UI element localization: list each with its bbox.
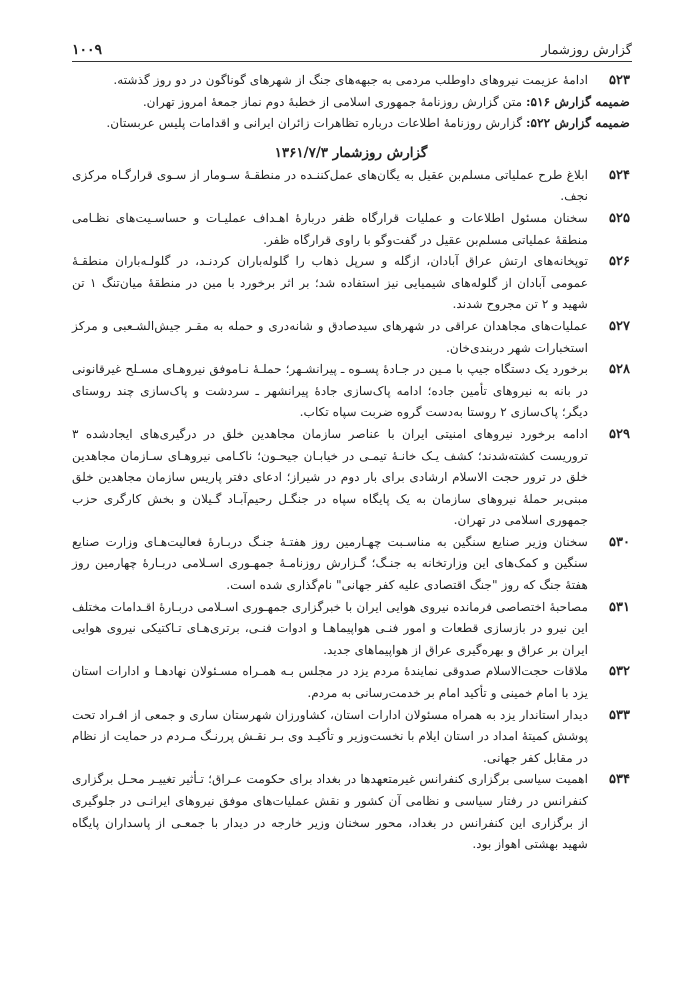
report-item [72,705,630,770]
item-number: ۵۳۴ [609,772,630,788]
item-text: سخنان مسئول اطلاعات و عملیات قرارگاه ظفر دربارهٔ اهـداف عملیـات و حساسـیت‌های نظـامی منطقهٔ عملیاتی مسلم‌بن عقیل در گفت‌وگو با راوی قرارگاه ظفر. [72,210,588,247]
report-item [72,661,630,704]
report-item [72,769,630,855]
section-title: گزارش روزشمار ۱۳۶۱/۷/۳ [274,144,428,161]
item-number: ۵۲۵ [609,210,630,226]
appendix-label: ضمیمه گزارش ۵۱۶: [526,94,630,109]
appendix-text: گزارش روزنامهٔ اطلاعات درباره تظاهرات زائران ایرانی و اقدامات پلیس عربستان. [106,116,527,131]
report-item [72,597,630,662]
page-number: ۱۰۰۹ [72,42,103,58]
item-number: ۵۲۶ [609,254,630,270]
page-content [72,70,630,856]
item-text: توپخانه‌های ارتش عراق آبادان، ازگله و سرپل ذهاب را گلوله‌باران کردنـد، در گلولـه‌باران منطقـهٔ عمومی آبادان از گلوله‌های شیمیایی نیز استفاده شد؛ بر اثر برخورد با مین در منطقهٔ میان‌تنگ ۱ تن شهید و ۲ تن مجروح شدند. [72,254,588,312]
report-item [72,70,630,92]
item-text: دیدار استاندار یزد به همراه مسئولان ادارات استان، کشاورزان شهرستان ساری و جمعی از افـراد تحت پوشش کمیتهٔ امداد در استان ایلام با نخست‌وزیر و تأکیـد وی بـر نقـش پررنـگ مـردم در حمایت از نظام در مقابل کفر جهانی. [72,707,588,765]
appendix-note [72,92,630,114]
item-number: ۵۳۱ [609,599,630,615]
item-text: ادامه برخورد نیروهای امنیتی ایران با عناصر سازمان مجاهدین خلق در درگیری‌های ایجادشده ۳ تروریست کشته‌شدند؛ کشف یـک خانـهٔ تیمـی در خیابـان جیحـون؛ ناکـامی نیروهـای سـازمان مجاهدین خلق در ترور حجت الاسلام ارشادی برای بار دوم در شیراز؛ ادعای دفتر پاریس سازمان مجاهدین خلق مبنی‌بر حملهٔ نیروهای سازمان به یک پایگاه سپاه در جنگـل رحیم‌آبـاد گـیلان و بخش کارگری حزب جمهوری اسلامی در تهران. [72,426,588,528]
appendix-label: ضمیمه گزارش ۵۲۲: [526,116,630,131]
item-number: ۵۲۴ [609,167,630,183]
item-text: ابلاغ طرح عملیاتی مسلم‌بن عقیل به یگان‌های عمل‌کننـده در منطقـهٔ سـومار از سـوی قرارگـاه مرکزی نجف. [72,167,588,204]
item-text: اهمیت سیاسی برگزاری کنفرانس غیرمتعهدها در بغداد برای حکومت عـراق؛ تـأثیر تغییـر محـل برگزاری کنفرانس در رفتار سیاسی و نظامی آن کشور و نقش عملیات‌های موفق نیروهای ایرانـی در جلوگیری از برگزاری این کنفرانس در بغداد، محور سخنان وزیر خارجه در دیدار با جمعـی از پاسداران پایگاه شهید بهشتی اهواز بود. [72,772,588,852]
item-text: سخنان وزیر صنایع سنگین به مناسـبت چهـارمین روز هفتـهٔ جنـگ دربـارهٔ فعالیت‌هـای وزارت صنایع سنگین و کمک‌های این وزارتخانه به جنـگ؛ گـزارش روزنامـهٔ جمهـوری اسـلامی دربـارهٔ چهارمین روز هفتهٔ جنگ که روز "جنگ اقتصادی علیه کفر جهانی" نام‌گذاری شده است. [72,534,588,593]
item-number: ۵۳۲ [609,664,630,680]
item-number: ۵۲۷ [609,318,630,334]
report-item [72,316,630,359]
item-number: ۵۳۳ [609,707,630,723]
item-number: ۵۲۸ [609,362,630,378]
item-text: ادامهٔ عزیمت نیروهای داوطلب مردمی به جبهه‌های جنگ از شهرهای گوناگون در دو روز گذشته. [113,73,588,87]
report-item [72,424,630,532]
item-text: مصاحبهٔ اختصاصی فرمانده نیروی هوایی ایران با خبرگزاری جمهـوری اسـلامی دربـارهٔ اقـدامات مختلف این نیرو در بازسازی قطعات و امور فنـی هواپیماهـا و ادوات فنـی، برتری‌هـای تـاکتیکی نیروی هوایی ایران بر عراق و بهره‌گیری عراق از هواپیماهای جدید. [72,599,588,657]
running-title: گزارش روزشمار [541,43,632,58]
item-text: برخورد یک دستگاه جیپ با مـین در جـادهٔ پسـوه ـ پیرانشـهر؛ حملـهٔ نـاموفق نیروهـای مسـلح غیرقانونی در بانه به نیروهای تأمین جاده؛ ادامه پاک‌سازی جادهٔ پیرانشهر ـ سردشت و پاک‌سازی چند روستای دیگر؛ پاک‌سازی ۲ روستا به‌دست گروه ضربت سپاه تکاب. [72,362,588,420]
appendix-note [72,113,630,135]
report-item [72,251,630,316]
report-item [72,165,630,208]
page-header [72,34,632,62]
item-number: ۵۲۹ [609,426,630,442]
appendix-text: متن گزارش روزنامهٔ جمهوری اسلامی از خطبهٔ دوم نماز جمعهٔ امروز تهران. [142,94,527,109]
item-text: عملیات‌های مجاهدان عراقی در شهرهای سیدصادق و شانه‌دری و حمله به مقـر جیش‌الشـعبی و مرکز استخبارات شهر دربندی‌خان. [72,318,588,355]
report-item [72,532,630,597]
item-text: ملاقات حجت‌الاسلام صدوقی نمایندهٔ مردم یزد در مجلس بـه همـراه مسـئولان نهادهـا و ادارات استان یزد با امام خمینی و تأکید امام بر خدمت‌رسانی به مردم. [72,664,588,701]
item-number: ۵۲۳ [609,73,630,88]
report-item [72,208,630,251]
report-item [72,359,630,424]
item-number: ۵۳۰ [609,534,630,550]
